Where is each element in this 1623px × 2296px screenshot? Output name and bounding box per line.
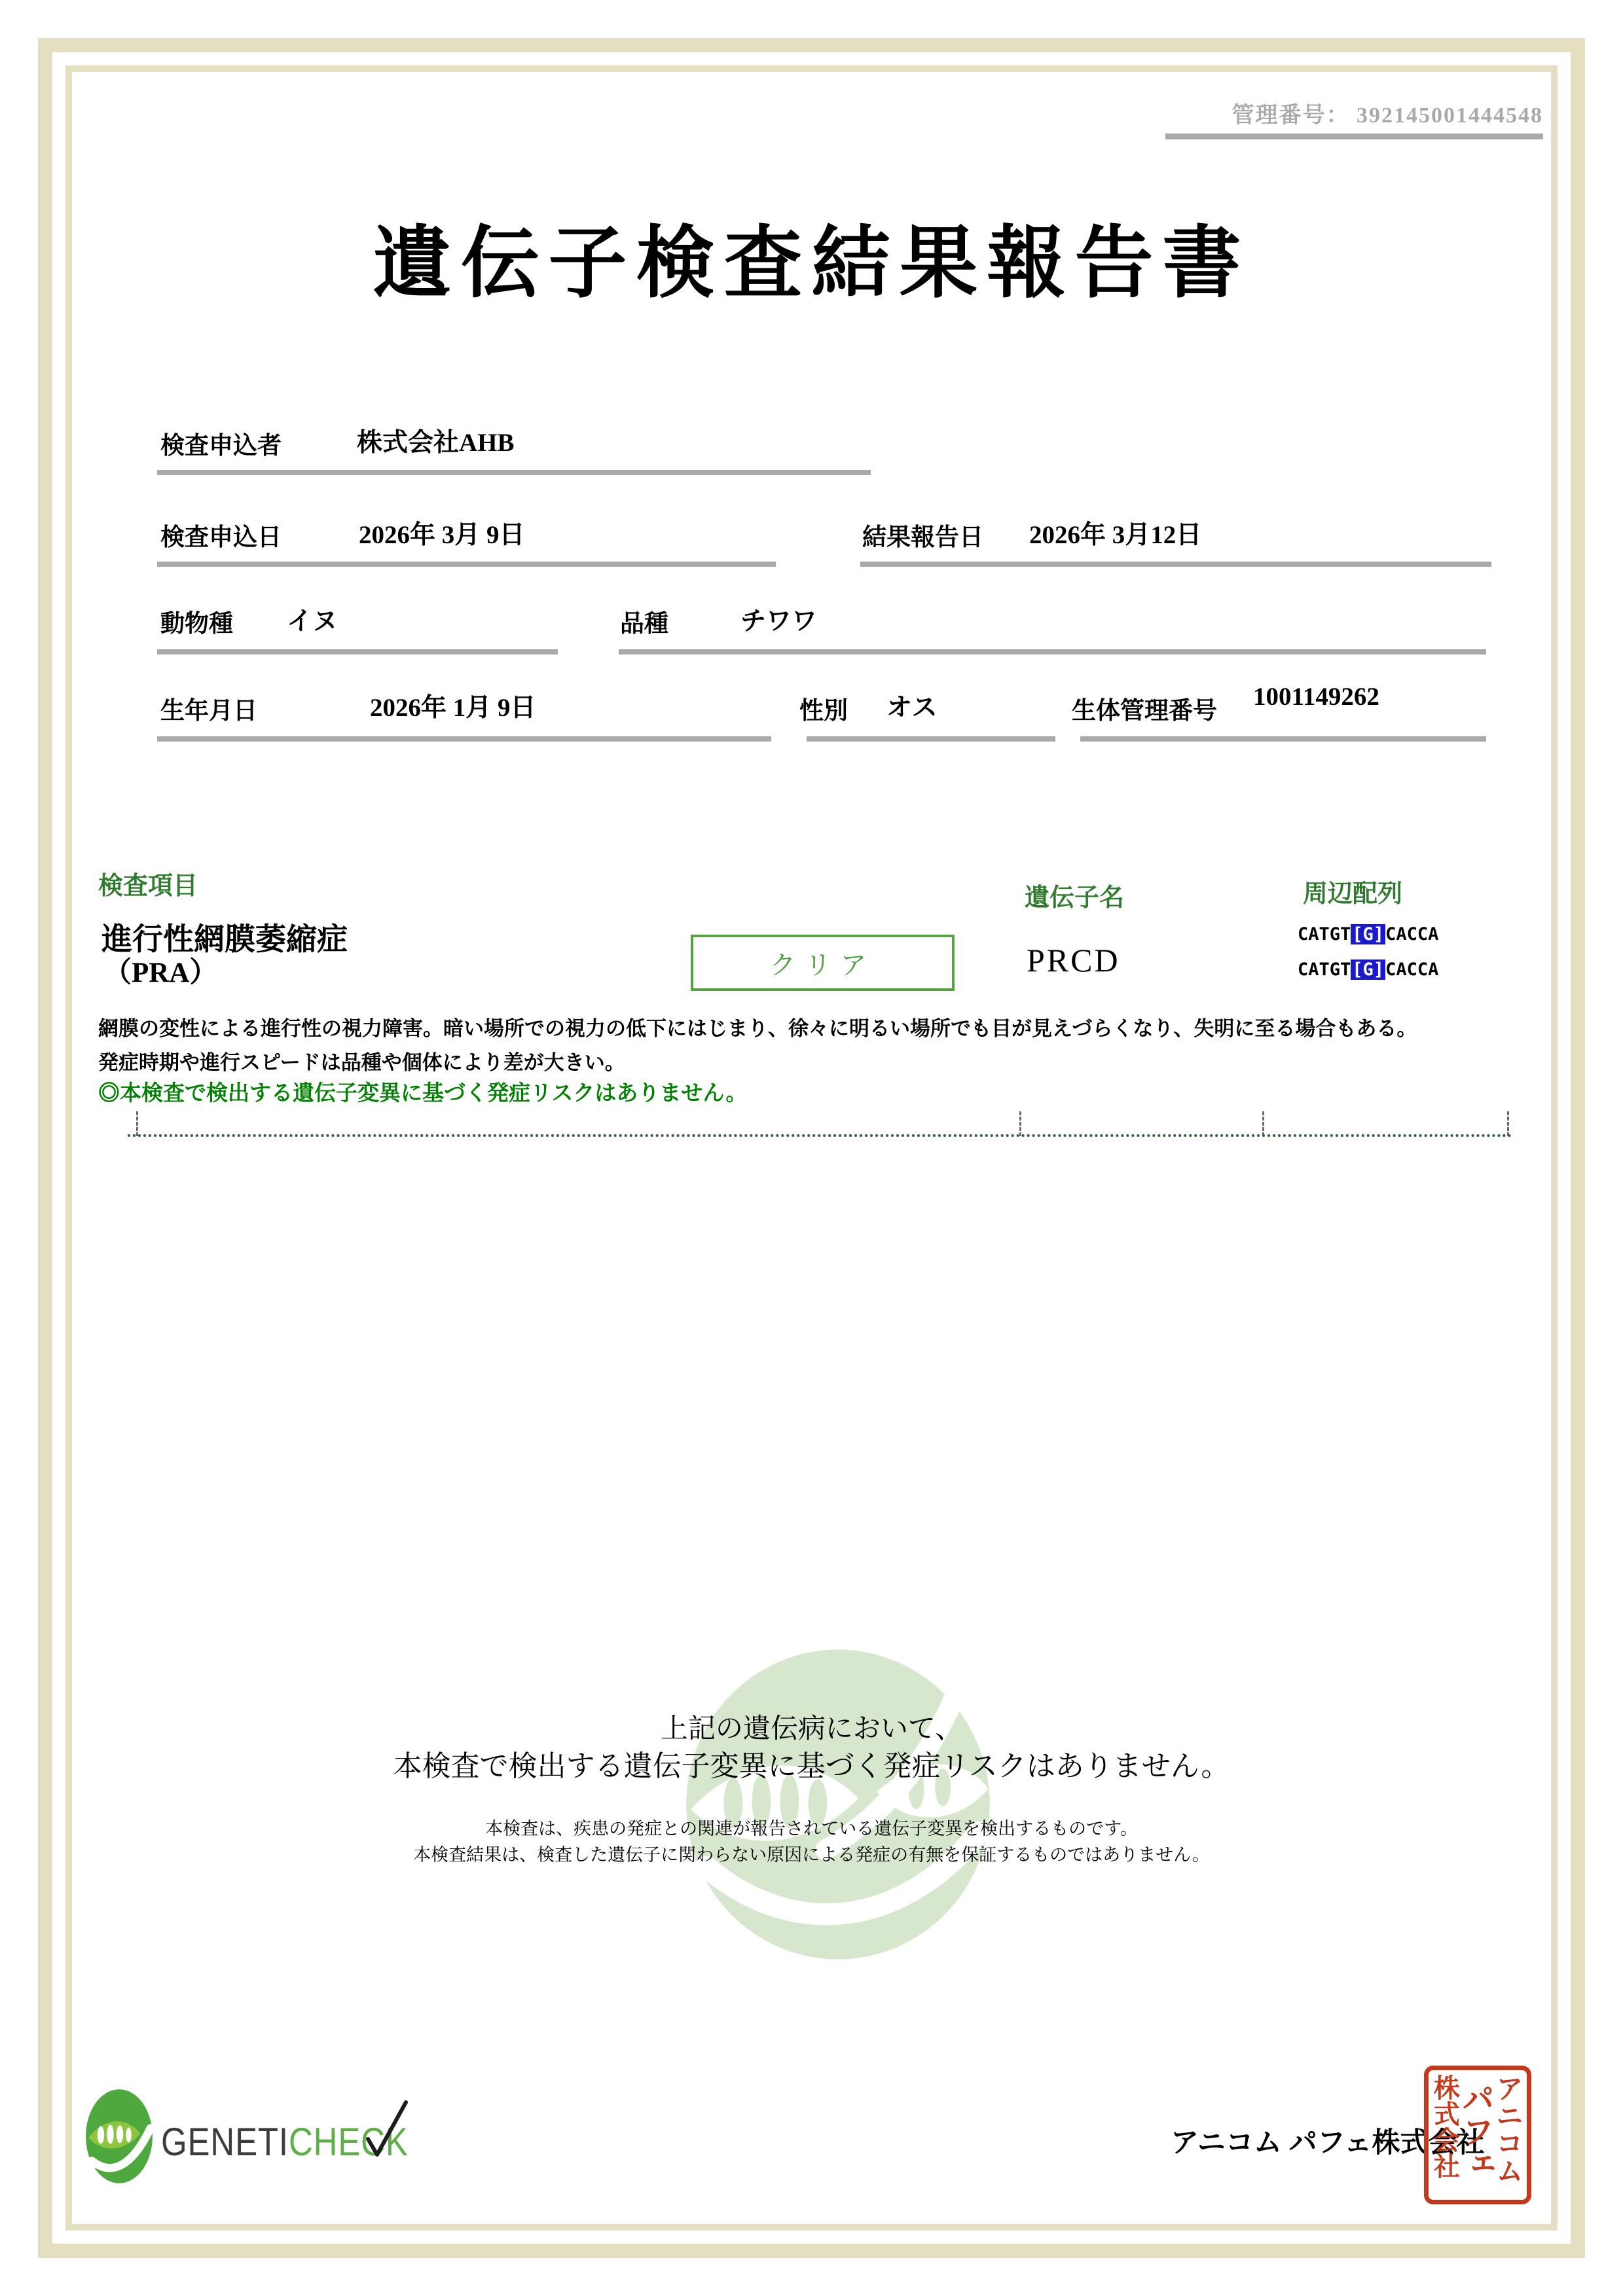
summary-line2: 本検査で検出する遺伝子変異に基づく発症リスクはありません。 — [393, 1750, 1230, 1782]
species-value: イヌ — [287, 607, 338, 636]
birth-date-underline — [157, 736, 771, 742]
applicant-label: 検査申込者 — [160, 433, 282, 459]
management-number-label: 管理番号： — [1231, 103, 1350, 128]
management-number-line — [1048, 97, 1543, 129]
applicant-value: 株式会社AHB — [357, 429, 515, 457]
logo-text-check: CHECK — [288, 2120, 409, 2164]
sequence-suffix: CACCA — [1385, 960, 1439, 980]
birth-date-label: 生年月日 — [160, 698, 257, 725]
gene-name-header: 遺伝子名 — [1025, 884, 1125, 912]
sex-underline — [807, 736, 1055, 742]
logo-checkmark-icon — [364, 2100, 409, 2160]
dashed-divider — [1507, 1111, 1509, 1136]
risk-note: ◎本検査で検出する遺伝子変異に基づく発症リスクはありません。 — [98, 1082, 748, 1105]
summary-line1: 上記の遺伝病において、 — [660, 1713, 963, 1744]
sequence-suffix: CACCA — [1385, 924, 1439, 944]
disease-description-line1: 網膜の変性による進行性の視力障害。暗い場所での視力の低下にはじまり、徐々に明るい場所でも目が見えづらくなり、失明に至る場合もある。 — [98, 1017, 1417, 1040]
report-date-value: 2026年 3月12日 — [1029, 521, 1202, 549]
seal-column: アニコム — [1492, 2074, 1522, 2184]
dashed-divider — [136, 1111, 138, 1136]
birth-date-value: 2026年 1月 9日 — [370, 694, 536, 722]
disease-abbreviation: （PRA） — [103, 958, 218, 988]
sequence-row — [1298, 960, 1438, 980]
animal-id-label: 生体管理番号 — [1072, 698, 1217, 725]
sequence-prefix: CATGT — [1298, 960, 1351, 980]
disease-name: 進行性網膜萎縮症 — [101, 923, 348, 957]
apply-date-label: 検査申込日 — [160, 524, 282, 551]
seal-column: 株式会社 — [1430, 2074, 1460, 2179]
dotted-rule — [128, 1134, 1512, 1137]
summary-note1: 本検査は、疾患の発症との関連が報告されている遺伝子変異を検出するものです。 — [485, 1819, 1138, 1839]
dashed-divider — [1019, 1111, 1021, 1136]
animal-id-value: 1001149262 — [1253, 683, 1379, 711]
apply-date-value: 2026年 3月 9日 — [359, 521, 525, 549]
breed-underline — [619, 649, 1486, 655]
applicant-underline — [157, 470, 871, 475]
animal-id-underline — [1080, 736, 1486, 742]
result-value: クリア — [769, 950, 876, 980]
company-name: アニコム パフェ株式会社 — [1171, 2128, 1485, 2159]
company-seal — [1424, 2066, 1531, 2204]
sequence-mutation: [G] — [1352, 960, 1385, 980]
result-box — [691, 935, 955, 991]
disease-description-line2: 発症時期や進行スピードは品種や個体により差が大きい。 — [98, 1051, 625, 1074]
apply-date-underline — [157, 562, 776, 567]
logo-text-geneti: GENETI — [161, 2120, 289, 2164]
report-date-underline — [860, 562, 1491, 567]
sequence-row — [1298, 924, 1438, 944]
test-item-header: 検査項目 — [98, 872, 198, 900]
dna-leaf-watermark — [681, 1648, 995, 1961]
species-label: 動物種 — [160, 611, 233, 637]
dashed-divider — [1262, 1111, 1264, 1136]
sex-value: オス — [886, 694, 938, 722]
geneticheck-logo-icon — [85, 2088, 153, 2185]
gene-name-value: PRCD — [1027, 942, 1120, 978]
breed-value: チワワ — [740, 607, 818, 636]
management-number-value: 392145001444548 — [1357, 103, 1543, 128]
sequence-mutation: [G] — [1352, 924, 1385, 944]
seal-column: パフェ — [1457, 2082, 1494, 2180]
sequence-header: 周辺配列 — [1303, 880, 1403, 908]
sequence-prefix: CATGT — [1298, 924, 1351, 944]
report-date-label: 結果報告日 — [862, 524, 983, 551]
management-number-underline — [1165, 134, 1543, 139]
species-underline — [157, 649, 558, 655]
sex-label: 性別 — [799, 698, 848, 725]
report-title: 遺伝子検査結果報告書 — [373, 220, 1250, 307]
summary-note2: 本検査結果は、検査した遺伝子に関わらない原因による発症の有無を保証するものではありません。 — [413, 1845, 1210, 1865]
breed-label: 品種 — [620, 611, 668, 637]
